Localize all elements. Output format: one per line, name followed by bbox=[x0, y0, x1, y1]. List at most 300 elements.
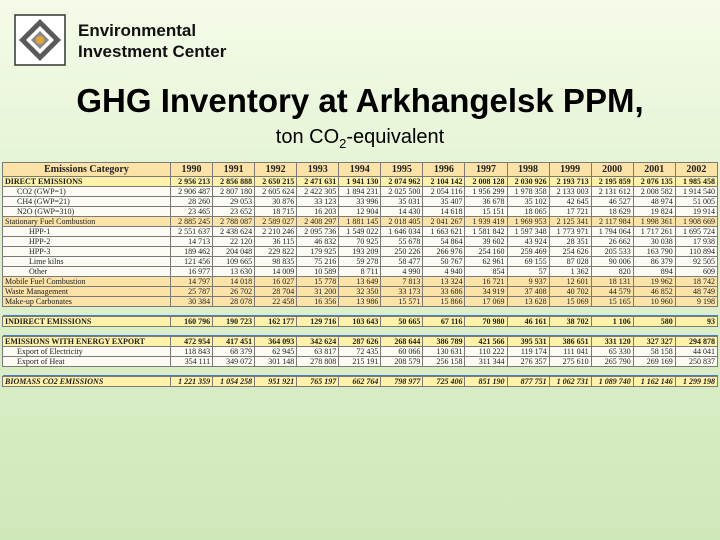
value-cell: 1 978 358 bbox=[507, 187, 549, 197]
row-label: Export of Heat bbox=[3, 357, 171, 367]
value-cell: 67 116 bbox=[423, 317, 465, 327]
value-cell: 265 790 bbox=[591, 357, 633, 367]
value-cell: 46 161 bbox=[507, 317, 549, 327]
value-cell: 2 030 926 bbox=[507, 177, 549, 187]
page-subtitle bbox=[0, 126, 720, 151]
value-cell: 8 711 bbox=[339, 267, 381, 277]
value-cell: 33 996 bbox=[339, 197, 381, 207]
value-cell: 215 191 bbox=[339, 357, 381, 367]
value-cell: 1 941 130 bbox=[339, 177, 381, 187]
table-row bbox=[3, 317, 718, 327]
value-cell: 16 203 bbox=[297, 207, 339, 217]
value-cell: 33 686 bbox=[423, 287, 465, 297]
value-cell: 14 018 bbox=[213, 277, 255, 287]
value-cell: 2 438 624 bbox=[213, 227, 255, 237]
value-cell: 17 938 bbox=[675, 237, 717, 247]
value-cell: 2 095 736 bbox=[297, 227, 339, 237]
value-cell: 16 356 bbox=[297, 297, 339, 307]
value-cell: 2 008 128 bbox=[465, 177, 507, 187]
value-cell: 1 221 359 bbox=[171, 377, 213, 387]
value-cell: 1 062 731 bbox=[549, 377, 591, 387]
section-gap bbox=[3, 367, 718, 376]
table-row bbox=[3, 357, 718, 367]
table-row bbox=[3, 197, 718, 207]
header-year: 2002 bbox=[675, 163, 717, 177]
gap-cell bbox=[3, 327, 718, 336]
header-year: 1990 bbox=[171, 163, 213, 177]
value-cell: 62 961 bbox=[465, 257, 507, 267]
value-cell: 14 430 bbox=[381, 207, 423, 217]
value-cell: 2 193 713 bbox=[549, 177, 591, 187]
value-cell: 1 956 299 bbox=[465, 187, 507, 197]
value-cell: 72 435 bbox=[339, 347, 381, 357]
value-cell: 269 169 bbox=[633, 357, 675, 367]
value-cell: 894 bbox=[633, 267, 675, 277]
value-cell: 254 626 bbox=[549, 247, 591, 257]
table-row bbox=[3, 337, 718, 347]
value-cell: 421 566 bbox=[465, 337, 507, 347]
value-cell: 15 069 bbox=[549, 297, 591, 307]
value-cell: 609 bbox=[675, 267, 717, 277]
value-cell: 30 384 bbox=[171, 297, 213, 307]
value-cell: 98 835 bbox=[255, 257, 297, 267]
table-row bbox=[3, 377, 718, 387]
value-cell: 951 921 bbox=[255, 377, 297, 387]
value-cell: 1 663 621 bbox=[423, 227, 465, 237]
value-cell: 13 986 bbox=[339, 297, 381, 307]
value-cell: 36 678 bbox=[465, 197, 507, 207]
row-label: Other bbox=[3, 267, 171, 277]
value-cell: 118 843 bbox=[171, 347, 213, 357]
value-cell: 1 773 971 bbox=[549, 227, 591, 237]
table-row bbox=[3, 217, 718, 227]
subtitle-subscript: 2 bbox=[339, 136, 347, 151]
value-cell: 2 117 984 bbox=[591, 217, 633, 227]
value-cell: 204 048 bbox=[213, 247, 255, 257]
value-cell: 50 767 bbox=[423, 257, 465, 267]
header-year: 1995 bbox=[381, 163, 423, 177]
value-cell: 33 173 bbox=[381, 287, 423, 297]
value-cell: 37 408 bbox=[507, 287, 549, 297]
value-cell: 110 222 bbox=[465, 347, 507, 357]
organization-name bbox=[78, 20, 226, 62]
value-cell: 59 278 bbox=[339, 257, 381, 267]
value-cell: 2 025 500 bbox=[381, 187, 423, 197]
value-cell: 18 629 bbox=[591, 207, 633, 217]
value-cell: 19 962 bbox=[633, 277, 675, 287]
value-cell: 2 408 297 bbox=[297, 217, 339, 227]
value-cell: 110 894 bbox=[675, 247, 717, 257]
value-cell: 259 469 bbox=[507, 247, 549, 257]
value-cell: 75 216 bbox=[297, 257, 339, 267]
value-cell: 1 914 540 bbox=[675, 187, 717, 197]
value-cell: 250 837 bbox=[675, 357, 717, 367]
header-year: 1992 bbox=[255, 163, 297, 177]
value-cell: 2 422 305 bbox=[297, 187, 339, 197]
value-cell: 10 960 bbox=[633, 297, 675, 307]
subtitle-unit: ton CO bbox=[275, 126, 340, 148]
value-cell: 30 876 bbox=[255, 197, 297, 207]
section-gap bbox=[3, 327, 718, 336]
value-cell: 34 919 bbox=[465, 287, 507, 297]
value-cell: 26 702 bbox=[213, 287, 255, 297]
row-label: CO2 (GWP=1) bbox=[3, 187, 171, 197]
value-cell: 60 066 bbox=[381, 347, 423, 357]
value-cell: 2 125 341 bbox=[549, 217, 591, 227]
value-cell: 276 357 bbox=[507, 357, 549, 367]
row-label: N2O (GWP=310) bbox=[3, 207, 171, 217]
value-cell: 1 894 231 bbox=[339, 187, 381, 197]
value-cell: 877 751 bbox=[507, 377, 549, 387]
value-cell: 15 165 bbox=[591, 297, 633, 307]
value-cell: 854 bbox=[465, 267, 507, 277]
value-cell: 798 977 bbox=[381, 377, 423, 387]
value-cell: 229 822 bbox=[255, 247, 297, 257]
value-cell: 90 006 bbox=[591, 257, 633, 267]
value-cell: 12 904 bbox=[339, 207, 381, 217]
value-cell: 417 451 bbox=[213, 337, 255, 347]
value-cell: 28 351 bbox=[549, 237, 591, 247]
gap-cell bbox=[3, 367, 718, 376]
row-label: DIRECT EMISSIONS bbox=[3, 177, 171, 187]
value-cell: 7 813 bbox=[381, 277, 423, 287]
table-row bbox=[3, 277, 718, 287]
value-cell: 331 120 bbox=[591, 337, 633, 347]
value-cell: 48 974 bbox=[633, 197, 675, 207]
value-cell: 2 956 213 bbox=[171, 177, 213, 187]
value-cell: 121 456 bbox=[171, 257, 213, 267]
value-cell: 29 053 bbox=[213, 197, 255, 207]
header-category: Emissions Category bbox=[3, 163, 171, 177]
value-cell: 14 797 bbox=[171, 277, 213, 287]
table-row bbox=[3, 287, 718, 297]
value-cell: 65 330 bbox=[591, 347, 633, 357]
value-cell: 2 133 003 bbox=[549, 187, 591, 197]
value-cell: 13 649 bbox=[339, 277, 381, 287]
row-label: INDIRECT EMISSIONS bbox=[3, 317, 171, 327]
value-cell: 2 210 246 bbox=[255, 227, 297, 237]
table-row bbox=[3, 207, 718, 217]
header-year: 1991 bbox=[213, 163, 255, 177]
value-cell: 35 407 bbox=[423, 197, 465, 207]
value-cell: 44 041 bbox=[675, 347, 717, 357]
value-cell: 23 652 bbox=[213, 207, 255, 217]
value-cell: 15 866 bbox=[423, 297, 465, 307]
value-cell: 38 702 bbox=[549, 317, 591, 327]
value-cell: 2 195 859 bbox=[591, 177, 633, 187]
value-cell: 86 379 bbox=[633, 257, 675, 267]
value-cell: 13 324 bbox=[423, 277, 465, 287]
row-label: Stationary Fuel Combustion bbox=[3, 217, 171, 227]
value-cell: 31 200 bbox=[297, 287, 339, 297]
header-year: 1997 bbox=[465, 163, 507, 177]
table-row bbox=[3, 227, 718, 237]
value-cell: 28 704 bbox=[255, 287, 297, 297]
section-gap bbox=[3, 307, 718, 316]
value-cell: 42 645 bbox=[549, 197, 591, 207]
header-year: 1999 bbox=[549, 163, 591, 177]
value-cell: 662 764 bbox=[339, 377, 381, 387]
row-label: Make-up Carbonates bbox=[3, 297, 171, 307]
value-cell: 294 878 bbox=[675, 337, 717, 347]
value-cell: 26 662 bbox=[591, 237, 633, 247]
value-cell: 1 908 669 bbox=[675, 217, 717, 227]
value-cell: 2 650 215 bbox=[255, 177, 297, 187]
value-cell: 179 925 bbox=[297, 247, 339, 257]
value-cell: 16 721 bbox=[465, 277, 507, 287]
value-cell: 2 605 624 bbox=[255, 187, 297, 197]
value-cell: 48 749 bbox=[675, 287, 717, 297]
value-cell: 1 362 bbox=[549, 267, 591, 277]
row-label: HPP-2 bbox=[3, 237, 171, 247]
value-cell: 55 678 bbox=[381, 237, 423, 247]
value-cell: 254 160 bbox=[465, 247, 507, 257]
value-cell: 70 925 bbox=[339, 237, 381, 247]
value-cell: 4 990 bbox=[381, 267, 423, 277]
header-year: 1993 bbox=[297, 163, 339, 177]
value-cell: 16 027 bbox=[255, 277, 297, 287]
value-cell: 2 551 637 bbox=[171, 227, 213, 237]
value-cell: 17 721 bbox=[549, 207, 591, 217]
value-cell: 54 864 bbox=[423, 237, 465, 247]
value-cell: 190 723 bbox=[213, 317, 255, 327]
row-label: HPP-3 bbox=[3, 247, 171, 257]
table-row bbox=[3, 347, 718, 357]
value-cell: 278 808 bbox=[297, 357, 339, 367]
value-cell: 275 610 bbox=[549, 357, 591, 367]
value-cell: 2 471 631 bbox=[297, 177, 339, 187]
row-label: BIOMASS CO2 EMISSIONS bbox=[3, 377, 171, 387]
value-cell: 63 817 bbox=[297, 347, 339, 357]
value-cell: 327 327 bbox=[633, 337, 675, 347]
value-cell: 2 041 267 bbox=[423, 217, 465, 227]
value-cell: 46 832 bbox=[297, 237, 339, 247]
value-cell: 386 789 bbox=[423, 337, 465, 347]
value-cell: 189 462 bbox=[171, 247, 213, 257]
value-cell: 1 597 348 bbox=[507, 227, 549, 237]
value-cell: 40 702 bbox=[549, 287, 591, 297]
ghg-inventory-table bbox=[2, 162, 718, 387]
value-cell: 2 131 612 bbox=[591, 187, 633, 197]
value-cell: 16 977 bbox=[171, 267, 213, 277]
value-cell: 51 005 bbox=[675, 197, 717, 207]
value-cell: 28 078 bbox=[213, 297, 255, 307]
value-cell: 268 644 bbox=[381, 337, 423, 347]
value-cell: 1 054 258 bbox=[213, 377, 255, 387]
value-cell: 35 102 bbox=[507, 197, 549, 207]
table-row bbox=[3, 187, 718, 197]
row-label: EMISSIONS WITH ENERGY EXPORT bbox=[3, 337, 171, 347]
header-year: 2001 bbox=[633, 163, 675, 177]
value-cell: 103 643 bbox=[339, 317, 381, 327]
value-cell: 472 954 bbox=[171, 337, 213, 347]
value-cell: 93 bbox=[675, 317, 717, 327]
value-cell: 14 618 bbox=[423, 207, 465, 217]
value-cell: 10 589 bbox=[297, 267, 339, 277]
value-cell: 44 579 bbox=[591, 287, 633, 297]
value-cell: 1 089 740 bbox=[591, 377, 633, 387]
eic-logo bbox=[14, 14, 66, 66]
value-cell: 87 028 bbox=[549, 257, 591, 267]
value-cell: 160 796 bbox=[171, 317, 213, 327]
value-cell: 32 350 bbox=[339, 287, 381, 297]
value-cell: 1 881 145 bbox=[339, 217, 381, 227]
value-cell: 46 852 bbox=[633, 287, 675, 297]
value-cell: 1 717 261 bbox=[633, 227, 675, 237]
value-cell: 1 969 953 bbox=[507, 217, 549, 227]
value-cell: 2 807 180 bbox=[213, 187, 255, 197]
value-cell: 69 155 bbox=[507, 257, 549, 267]
value-cell: 43 924 bbox=[507, 237, 549, 247]
value-cell: 266 976 bbox=[423, 247, 465, 257]
value-cell: 1 646 034 bbox=[381, 227, 423, 237]
value-cell: 2 885 245 bbox=[171, 217, 213, 227]
value-cell: 162 177 bbox=[255, 317, 297, 327]
value-cell: 130 631 bbox=[423, 347, 465, 357]
value-cell: 2 589 027 bbox=[255, 217, 297, 227]
value-cell: 19 914 bbox=[675, 207, 717, 217]
value-cell: 119 174 bbox=[507, 347, 549, 357]
value-cell: 1 695 724 bbox=[675, 227, 717, 237]
value-cell: 2 104 142 bbox=[423, 177, 465, 187]
value-cell: 129 716 bbox=[297, 317, 339, 327]
value-cell: 301 148 bbox=[255, 357, 297, 367]
value-cell: 68 379 bbox=[213, 347, 255, 357]
value-cell: 1 998 361 bbox=[633, 217, 675, 227]
value-cell: 765 197 bbox=[297, 377, 339, 387]
value-cell: 36 115 bbox=[255, 237, 297, 247]
value-cell: 725 406 bbox=[423, 377, 465, 387]
org-line-2: Investment Center bbox=[78, 42, 227, 61]
row-label: CH4 (GWP=21) bbox=[3, 197, 171, 207]
value-cell: 9 937 bbox=[507, 277, 549, 287]
value-cell: 18 742 bbox=[675, 277, 717, 287]
value-cell: 58 158 bbox=[633, 347, 675, 357]
value-cell: 1 299 198 bbox=[675, 377, 717, 387]
value-cell: 30 038 bbox=[633, 237, 675, 247]
value-cell: 33 123 bbox=[297, 197, 339, 207]
value-cell: 2 906 487 bbox=[171, 187, 213, 197]
value-cell: 58 477 bbox=[381, 257, 423, 267]
header-year: 1998 bbox=[507, 163, 549, 177]
table-row bbox=[3, 267, 718, 277]
value-cell: 163 790 bbox=[633, 247, 675, 257]
value-cell: 109 665 bbox=[213, 257, 255, 267]
value-cell: 1 794 064 bbox=[591, 227, 633, 237]
row-label: HPP-1 bbox=[3, 227, 171, 237]
value-cell: 580 bbox=[633, 317, 675, 327]
value-cell: 256 158 bbox=[423, 357, 465, 367]
table-row bbox=[3, 257, 718, 267]
value-cell: 2 074 962 bbox=[381, 177, 423, 187]
value-cell: 354 111 bbox=[171, 357, 213, 367]
value-cell: 2 856 888 bbox=[213, 177, 255, 187]
value-cell: 311 344 bbox=[465, 357, 507, 367]
value-cell: 4 940 bbox=[423, 267, 465, 277]
page-title: GHG Inventory at Arkhangelsk PPM, bbox=[76, 82, 644, 119]
table-row bbox=[3, 177, 718, 187]
value-cell: 395 531 bbox=[507, 337, 549, 347]
value-cell: 349 072 bbox=[213, 357, 255, 367]
value-cell: 92 505 bbox=[675, 257, 717, 267]
value-cell: 111 041 bbox=[549, 347, 591, 357]
value-cell: 13 630 bbox=[213, 267, 255, 277]
value-cell: 50 665 bbox=[381, 317, 423, 327]
value-cell: 1 985 458 bbox=[675, 177, 717, 187]
table-row bbox=[3, 297, 718, 307]
value-cell: 1 549 022 bbox=[339, 227, 381, 237]
value-cell: 23 465 bbox=[171, 207, 213, 217]
value-cell: 70 980 bbox=[465, 317, 507, 327]
value-cell: 2 054 116 bbox=[423, 187, 465, 197]
table-row bbox=[3, 237, 718, 247]
subtitle-suffix: -equivalent bbox=[346, 126, 445, 148]
value-cell: 193 209 bbox=[339, 247, 381, 257]
value-cell: 15 571 bbox=[381, 297, 423, 307]
value-cell: 28 260 bbox=[171, 197, 213, 207]
value-cell: 205 533 bbox=[591, 247, 633, 257]
value-cell: 851 190 bbox=[465, 377, 507, 387]
value-cell: 2 076 135 bbox=[633, 177, 675, 187]
value-cell: 2 788 087 bbox=[213, 217, 255, 227]
value-cell: 1 581 842 bbox=[465, 227, 507, 237]
value-cell: 25 787 bbox=[171, 287, 213, 297]
gap-cell bbox=[3, 307, 718, 316]
value-cell: 13 628 bbox=[507, 297, 549, 307]
value-cell: 57 bbox=[507, 267, 549, 277]
value-cell: 1 939 419 bbox=[465, 217, 507, 227]
table-header-row bbox=[3, 163, 718, 177]
value-cell: 22 120 bbox=[213, 237, 255, 247]
value-cell: 386 651 bbox=[549, 337, 591, 347]
value-cell: 35 031 bbox=[381, 197, 423, 207]
value-cell: 2 008 582 bbox=[633, 187, 675, 197]
value-cell: 15 151 bbox=[465, 207, 507, 217]
value-cell: 14 009 bbox=[255, 267, 297, 277]
value-cell: 22 458 bbox=[255, 297, 297, 307]
header-year: 1994 bbox=[339, 163, 381, 177]
value-cell: 12 601 bbox=[549, 277, 591, 287]
header-year: 2000 bbox=[591, 163, 633, 177]
value-cell: 46 527 bbox=[591, 197, 633, 207]
row-label: Mobile Fuel Combustion bbox=[3, 277, 171, 287]
row-label: Waste Management bbox=[3, 287, 171, 297]
value-cell: 18 131 bbox=[591, 277, 633, 287]
value-cell: 1 162 146 bbox=[633, 377, 675, 387]
value-cell: 17 069 bbox=[465, 297, 507, 307]
header-year: 1996 bbox=[423, 163, 465, 177]
value-cell: 250 226 bbox=[381, 247, 423, 257]
value-cell: 18 065 bbox=[507, 207, 549, 217]
value-cell: 208 579 bbox=[381, 357, 423, 367]
value-cell: 14 713 bbox=[171, 237, 213, 247]
value-cell: 15 778 bbox=[297, 277, 339, 287]
value-cell: 2 018 405 bbox=[381, 217, 423, 227]
row-label: Lime kilns bbox=[3, 257, 171, 267]
value-cell: 19 824 bbox=[633, 207, 675, 217]
org-line-1: Environmental bbox=[78, 21, 197, 40]
table-row bbox=[3, 247, 718, 257]
value-cell: 287 626 bbox=[339, 337, 381, 347]
value-cell: 820 bbox=[591, 267, 633, 277]
value-cell: 364 093 bbox=[255, 337, 297, 347]
value-cell: 39 602 bbox=[465, 237, 507, 247]
row-label: Export of Electricity bbox=[3, 347, 171, 357]
value-cell: 1 106 bbox=[591, 317, 633, 327]
value-cell: 18 715 bbox=[255, 207, 297, 217]
value-cell: 62 945 bbox=[255, 347, 297, 357]
value-cell: 9 198 bbox=[675, 297, 717, 307]
